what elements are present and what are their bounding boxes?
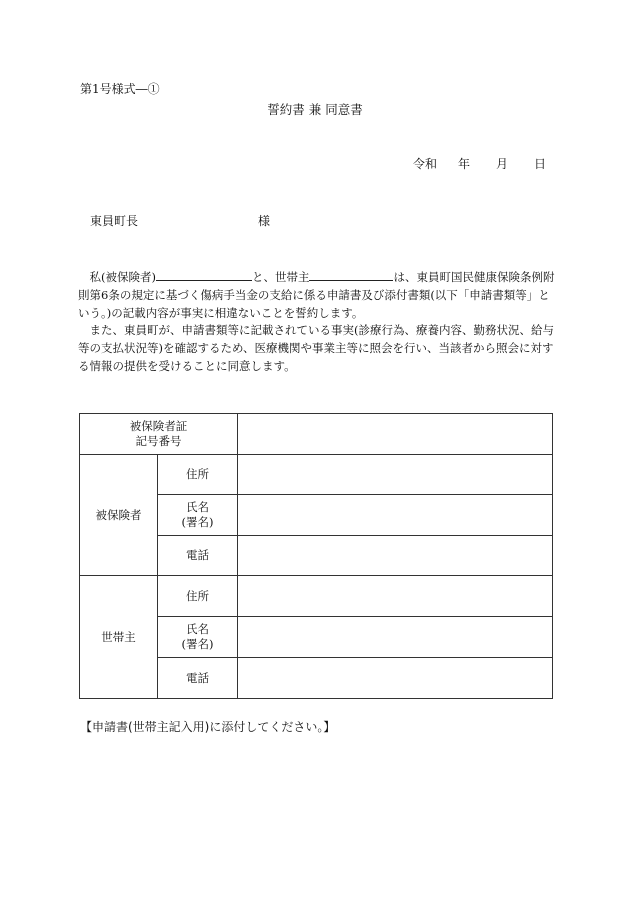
household-head-name-label-line1: 氏名 — [186, 622, 209, 636]
insured-name-label — [158, 495, 238, 536]
consent-text: また、東員町が、申請書類等に記載されている事実(診療行為、療養内容、勤務状況、給与等の支払状況等)を確認するため、医療機関や事業主等に照会を行い、当該者から照会に対する情報の提供を受けることに同意します。 — [78, 323, 554, 373]
pledge-mid: と、世帯主 — [251, 270, 310, 284]
insured-name-label-line2: (署名) — [181, 515, 214, 529]
insured-address-field[interactable] — [238, 455, 553, 495]
pledge-suffix: は、東員町国民健康保険条例附則第6条の規定に基づく傷病手当金の支給に係る申請書及び添付書類(以下「申請書類等」という。)の記載内容が事実に相違ないことを誓約します。 — [78, 270, 555, 320]
form-number: 第1号様式―① — [80, 82, 160, 96]
insurance-card-label-line2: 記号番号 — [135, 434, 182, 448]
household-head-section-label: 世帯主 — [80, 576, 158, 699]
document-title: 誓約書 兼 同意書 — [267, 102, 363, 117]
consent-paragraph — [78, 321, 558, 375]
household-head-name-label-line2: (署名) — [181, 637, 214, 651]
household-head-name-field[interactable] — [238, 617, 553, 658]
household-head-phone-field[interactable] — [238, 658, 553, 699]
addressee-name: 東員町長 — [90, 214, 139, 228]
insured-phone-label: 電話 — [158, 536, 238, 576]
pledge-paragraph — [78, 267, 558, 322]
date-year: 年 — [458, 157, 471, 171]
date-line — [413, 155, 546, 172]
insurance-card-number-label — [80, 414, 238, 455]
date-era: 令和 — [413, 157, 438, 171]
date-day: 日 — [534, 157, 547, 171]
insurance-card-label-line1: 被保険者証 — [129, 419, 188, 433]
household-head-name-label — [158, 617, 238, 658]
household-head-phone-label: 電話 — [158, 658, 238, 699]
insured-section-label: 被保険者 — [80, 455, 158, 576]
applicant-info-table — [79, 413, 553, 699]
insurance-card-number-field[interactable] — [238, 414, 553, 455]
household-head-name-blank[interactable] — [309, 267, 393, 281]
insured-name-blank[interactable] — [156, 267, 252, 281]
attachment-note: 【申請書(世帯主記入用)に添付してください。】 — [80, 720, 336, 734]
insured-name-field[interactable] — [238, 495, 553, 536]
pledge-prefix: 私(被保険者) — [89, 270, 156, 284]
date-month: 月 — [496, 157, 509, 171]
insured-name-label-line1: 氏名 — [186, 500, 209, 514]
insured-address-label: 住所 — [158, 455, 238, 495]
household-head-address-field[interactable] — [238, 576, 553, 617]
addressee-honorific: 様 — [258, 214, 271, 228]
household-head-address-label: 住所 — [158, 576, 238, 617]
insured-phone-field[interactable] — [238, 536, 553, 576]
